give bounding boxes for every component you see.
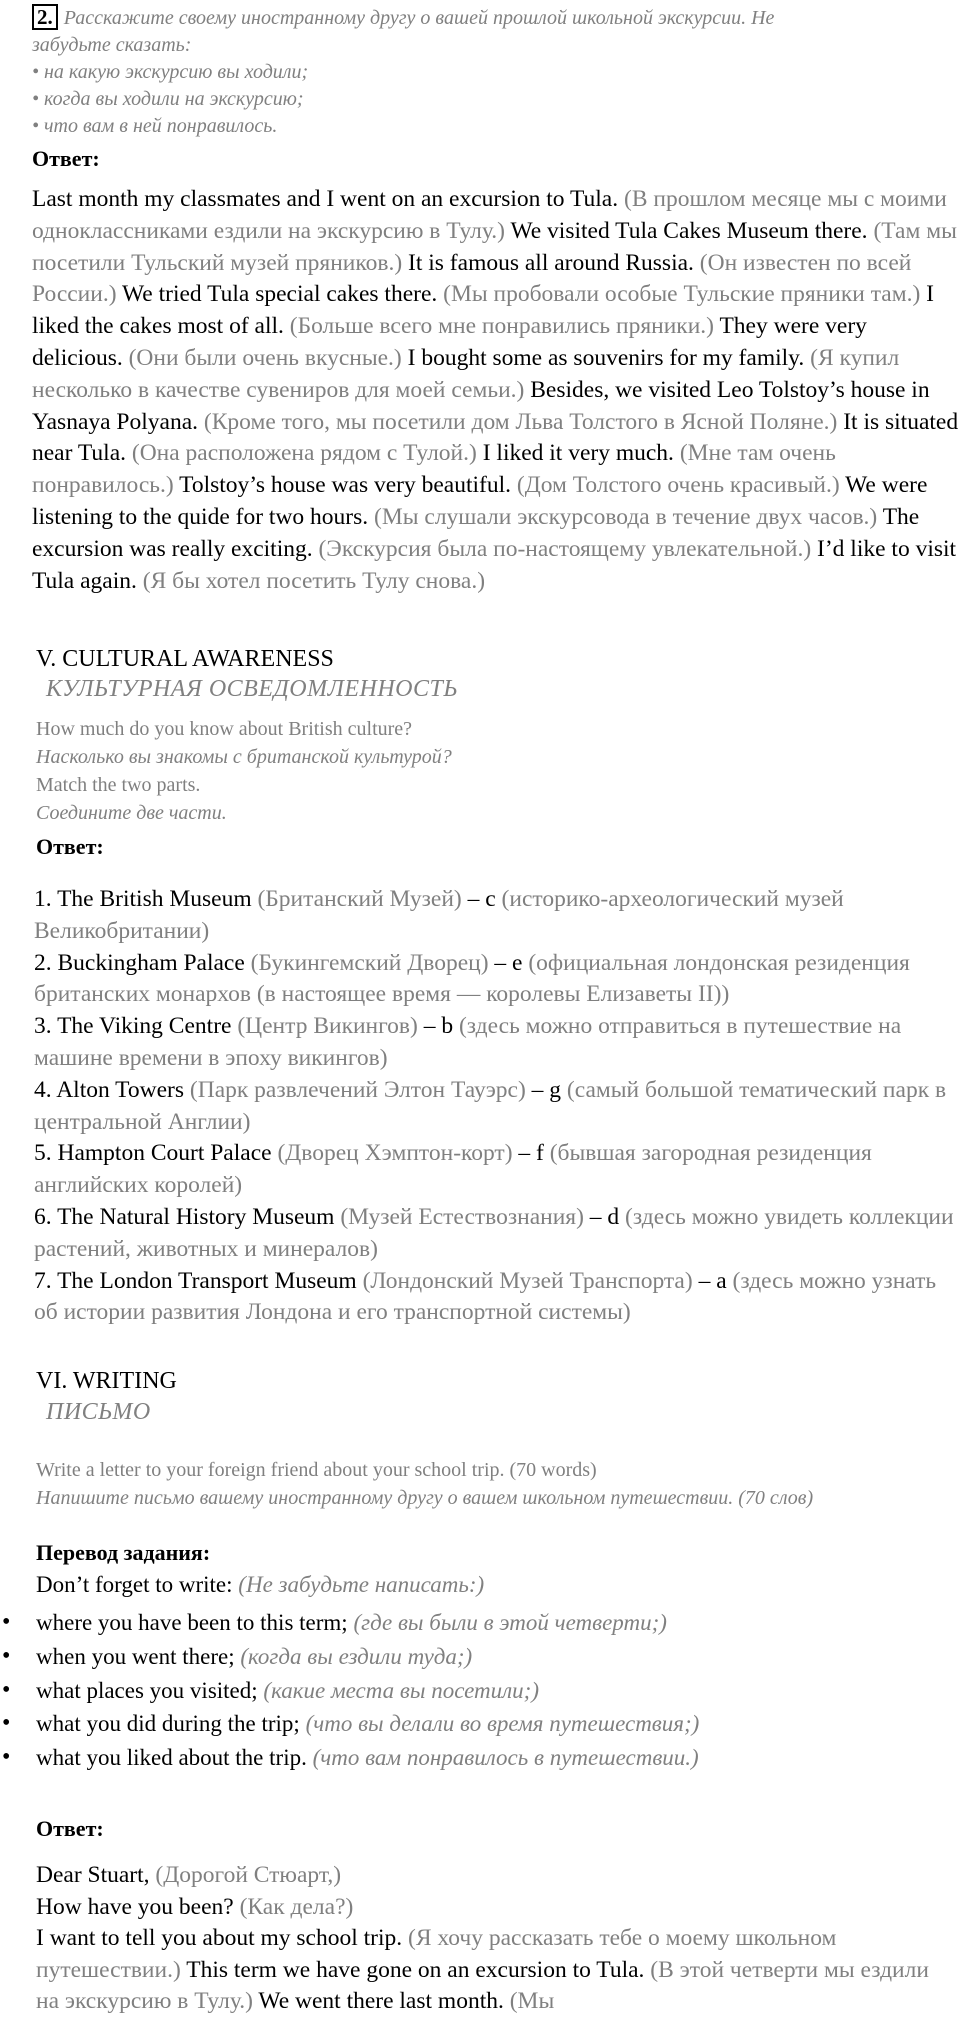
russian-translation: (Мы слушали экскурсовода в течение двух часов.) (368, 503, 878, 530)
item-name: 6. The Natural History Museum (34, 1203, 335, 1230)
bullet-translation: (когда вы ездили туда;) (234, 1643, 473, 1669)
task-question: How much do you know about British culture? (36, 718, 413, 740)
section-6-task (36, 1456, 916, 1512)
item-match-letter: – a (692, 1267, 727, 1294)
list-item (34, 1138, 960, 1202)
bullet-translation: (где вы были в этой четверти;) (347, 1610, 667, 1635)
list-item (34, 948, 960, 1012)
letter-sentence: How have you been? (36, 1893, 234, 1920)
item-translation: (Букингемский Дворец) (244, 949, 489, 976)
russian-translation: (Она расположена рядом с Тулой.) (126, 440, 477, 467)
letter-answer-text (36, 1860, 956, 2018)
item-description: (здесь можно узнать об истории развития Лондона и его транспортной системы) (34, 1267, 937, 1326)
item-name: 7. The London Transport Museum (34, 1267, 357, 1294)
item-translation: (Центр Викингов) (231, 1013, 418, 1040)
letter-translation: (Я хочу рассказать тебе о моему школьном путешествии.) (36, 1925, 837, 1983)
bullet-translation: (что вы делали во время путешествия;) (299, 1711, 700, 1737)
russian-translation: (Я купил несколько в качестве сувениров для моей семьи.) (32, 344, 900, 403)
bullet-text: what you liked about the trip. (36, 1745, 307, 1771)
letter-sentence: Dear Stuart, (36, 1862, 150, 1888)
writing-task: Write a letter to your foreign friend about your school trip. (70 words) (36, 1459, 597, 1481)
english-sentence: We visited Tula Cakes Museum there. (505, 217, 868, 244)
task-2-instructions (32, 4, 942, 140)
english-sentence: I liked it very much. (476, 440, 674, 467)
section-5-task (36, 715, 936, 827)
english-sentence: It is situated near Tula. (32, 408, 959, 467)
bullet-text: when you went there; (36, 1643, 235, 1669)
section-title: VI. WRITING (36, 1368, 177, 1394)
list-item (34, 1202, 960, 1266)
letter-translation: (Мы (503, 1988, 555, 2014)
english-sentence: We were listening to the quide for two hours. (32, 472, 928, 530)
bullet-text: what you did during the trip; (36, 1711, 300, 1737)
bullet-translation: (какие места вы посетили;) (257, 1677, 539, 1703)
bullet-item (0, 1741, 950, 1775)
answer-label: Ответ: (36, 1816, 104, 1841)
item-description: (здесь можно отправиться в путешествие на машине времени в эпоху викингов) (34, 1013, 902, 1071)
russian-translation: (Я бы хотел посетить Тулу снова.) (136, 567, 486, 594)
list-item (34, 1266, 960, 1330)
item-translation: (Дворец Хэмптон-корт) (271, 1140, 513, 1167)
russian-translation: (Кроме того, мы посетили дом Льва Толстого в Ясной Поляне.) (198, 408, 838, 435)
matching-answers-list (34, 884, 960, 1329)
bullet-item (0, 1640, 950, 1674)
bullet-translation: (что вам понравилось в путешествии.) (306, 1745, 699, 1771)
russian-translation: (Там мы посетили Тульский музей пряников.) (32, 217, 957, 276)
letter-translation: (Как дела?) (233, 1893, 354, 1920)
item-translation: (Британский Музей) (251, 886, 462, 912)
english-sentence: The excursion was really exciting. (32, 503, 920, 562)
item-name: 1. The British Museum (34, 886, 252, 912)
task-line: Расскажите своему иностранному другу о вашей прошлой школьной экскурсии. Не (63, 7, 775, 29)
item-description: (самый большой тематический парк в центральной Англии) (34, 1076, 947, 1135)
answer-label: Ответ: (32, 146, 100, 171)
russian-translation: (Больше всего мне понравились пряники.) (283, 313, 714, 340)
russian-translation: (Он известен по всей России.) (32, 249, 912, 308)
translation-label: Перевод задания: (36, 1540, 211, 1565)
task-question-translation: Насколько вы знакомы с британской культурой? (36, 746, 452, 768)
dont-forget-text: Don’t forget to write: (36, 1572, 233, 1597)
item-name: 2. Buckingham Palace (34, 949, 245, 976)
item-name: 4. Alton Towers (34, 1076, 185, 1103)
english-sentence: We tried Tula special cakes there. (116, 281, 438, 308)
english-sentence: I’d like to visit Tula again. (32, 535, 957, 594)
item-description: (здесь можно увидеть коллекции растений, животных и минералов) (34, 1203, 954, 1262)
writing-task-translation: Напишите письмо вашему иностранному другу о вашем школьном путешествии. (70 слов) (36, 1487, 814, 1509)
item-match-letter: – g (525, 1076, 562, 1103)
item-match-letter: – e (488, 949, 523, 976)
item-translation: (Лондонский Музей Транспорта) (356, 1267, 693, 1294)
russian-translation: (Мы пробовали особые Тульские пряники там.) (437, 281, 921, 308)
item-match-letter: – f (512, 1140, 544, 1167)
english-sentence: They were very delicious. (32, 313, 867, 371)
english-sentence: Tolstoy’s house was very beautiful. (173, 472, 511, 499)
letter-sentence: This term we have gone on an excursion to Tula. (180, 1956, 645, 1983)
russian-translation: (Они были очень вкусные.) (122, 344, 402, 371)
item-description: (официальная лондонская резиденция британских монархов (в настоящее время — королевы Елизаветы II)) (34, 949, 910, 1008)
task-points-list (0, 1606, 950, 1775)
dont-forget-translation: (Не забудьте написать:) (232, 1572, 485, 1597)
answer-label: Ответ: (36, 834, 104, 859)
item-name: 3. The Viking Centre (34, 1013, 232, 1040)
list-item (34, 884, 960, 948)
task-instruction: Match the two parts. (36, 774, 201, 796)
item-description: (бывшая загородная резиденция английских королей) (34, 1140, 872, 1199)
item-translation: (Парк развлечений Элтон Тауэрс) (184, 1076, 526, 1103)
english-sentence: I liked the cakes most of all. (32, 281, 934, 340)
russian-translation: (Мне там очень понравилось.) (32, 440, 836, 499)
letter-translation: (Дорогой Стюарт,) (149, 1862, 342, 1888)
item-match-letter: – b (417, 1013, 454, 1040)
task-number: 2. (32, 4, 58, 30)
letter-sentence: We went there last month. (252, 1988, 504, 2014)
item-name: 5. Hampton Court Palace (34, 1140, 272, 1167)
dont-forget-line (36, 1572, 484, 1598)
task-2-answer-text (32, 184, 960, 597)
russian-translation: (Экскурсия была по-настоящему увлекательной.) (312, 535, 812, 562)
russian-translation: (В прошлом месяце мы с моими одноклассниками ездили на экскурсию в Тулу.) (32, 186, 947, 244)
bullet-item (0, 1674, 950, 1708)
bullet-text: where you have been to this term; (36, 1610, 348, 1635)
section-subtitle: ПИСЬМО (46, 1399, 151, 1425)
task-line: забудьте сказать: (32, 34, 192, 56)
item-description: (историко-археологический музей Великобритании) (34, 886, 844, 944)
task-line: • что вам в ней понравилось. (32, 115, 278, 137)
bullet-item (0, 1707, 950, 1741)
russian-translation: (Дом Толстого очень красивый.) (511, 472, 840, 499)
list-item (34, 1011, 960, 1075)
english-sentence: It is famous all around Russia. (402, 249, 694, 276)
english-sentence: Besides, we visited Leo Tolstoy’s house in Yasnaya Polyana. (32, 376, 930, 435)
letter-translation: (В этой четверти мы ездили на экскурсию в Тулу.) (36, 1956, 929, 2014)
english-sentence: I bought some as souvenirs for my family. (401, 344, 805, 371)
english-sentence: Last month my classmates and I went on an excursion to Tula. (32, 186, 619, 212)
item-match-letter: – c (461, 886, 496, 912)
section-subtitle: КУЛЬТУРНАЯ ОСВЕДОМЛЕННОСТЬ (46, 676, 458, 702)
task-line: • когда вы ходили на экскурсию; (32, 88, 304, 110)
task-instruction-translation: Соедините две части. (36, 802, 227, 824)
bullet-item (0, 1606, 950, 1640)
list-item (34, 1075, 960, 1139)
item-match-letter: – d (583, 1203, 620, 1230)
bullet-text: what places you visited; (36, 1677, 258, 1703)
section-title: V. CULTURAL AWARENESS (36, 646, 334, 672)
letter-sentence: I want to tell you about my school trip. (36, 1925, 403, 1951)
item-translation: (Музей Естествознания) (334, 1203, 584, 1230)
task-line: • на какую экскурсию вы ходили; (32, 61, 309, 83)
